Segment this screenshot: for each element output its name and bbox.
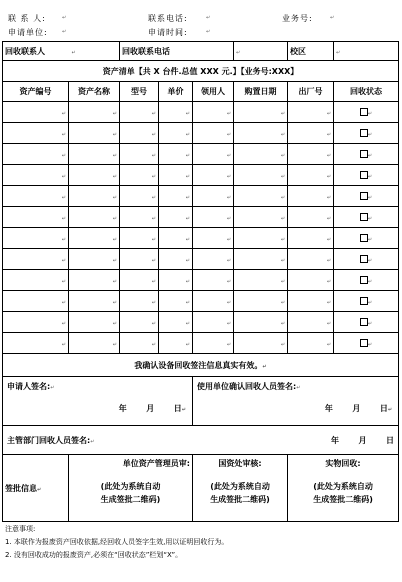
user-unit-signature-cell[interactable]: 使用单位确认回收人员签名:↵ 年 月 日↵: [193, 377, 399, 426]
month-label: 月: [146, 404, 155, 413]
col-header: 型号: [120, 82, 159, 102]
user-unit-signature-label: 使用单位确认回收人员签名:: [197, 382, 297, 391]
asset-row: [3, 249, 399, 270]
asset-cell[interactable]: ↵: [334, 291, 399, 312]
col-header: 领用人: [193, 82, 234, 102]
contact-person-label: 联 系 人:: [8, 14, 46, 23]
applicant-unit-label: 申请单位:: [8, 28, 48, 37]
asset-cell[interactable]: ↵: [234, 291, 288, 312]
business-no-label: 业务号:: [282, 14, 313, 23]
col-header: 出厂号: [288, 82, 334, 102]
recycle-status-checkbox[interactable]: [360, 276, 368, 284]
col-header: 单价: [159, 82, 193, 102]
asset-cell[interactable]: ↵: [69, 249, 120, 270]
asset-cell[interactable]: ↵: [234, 249, 288, 270]
asset-cell[interactable]: ↵: [234, 123, 288, 144]
approval-label-cell: 签批信息↵: [3, 455, 69, 522]
recycle-status-checkbox[interactable]: [360, 318, 368, 326]
asset-cell[interactable]: ↵: [234, 207, 288, 228]
asset-cell[interactable]: ↵: [120, 333, 159, 354]
recycle-status-checkbox[interactable]: [360, 339, 368, 347]
asset-cell[interactable]: ↵: [159, 333, 193, 354]
asset-cell[interactable]: ↵: [193, 312, 234, 333]
recycle-approval-title: 实物回收:: [325, 459, 361, 468]
col-header: 资产名称: [69, 82, 120, 102]
asset-cell[interactable]: ↵: [334, 270, 399, 291]
asset-list-title: 资产清单【共 X 台件.总值 XXX 元.】【业务号:XXX】: [3, 61, 399, 82]
asset-cell[interactable]: ↵: [288, 249, 334, 270]
asset-cell[interactable]: ↵: [288, 144, 334, 165]
asset-cell[interactable]: ↵: [193, 207, 234, 228]
asset-cell[interactable]: ↵: [234, 270, 288, 291]
notes-title: 注意事项:: [5, 525, 36, 533]
asset-cell[interactable]: ↵: [120, 312, 159, 333]
asset-cell[interactable]: ↵: [334, 312, 399, 333]
asset-cell[interactable]: ↵: [3, 312, 69, 333]
asset-cell[interactable]: ↵: [334, 102, 399, 123]
col-header: 购置日期: [234, 82, 288, 102]
asset-cell[interactable]: ↵: [3, 270, 69, 291]
asset-cell[interactable]: ↵: [69, 291, 120, 312]
asset-cell[interactable]: ↵: [159, 291, 193, 312]
qr-placeholder-line2: 生成签批二维码): [100, 495, 161, 504]
asset-cell[interactable]: ↵: [159, 207, 193, 228]
recycle-phone-label: 回收联系电话: [122, 46, 170, 56]
asset-cell[interactable]: ↵: [120, 249, 159, 270]
asset-cell[interactable]: ↵: [288, 312, 334, 333]
asset-cell[interactable]: ↵: [159, 102, 193, 123]
asset-cell[interactable]: ↵: [334, 123, 399, 144]
recycle-status-checkbox[interactable]: [360, 150, 368, 158]
office-approval-title: 国资处审核:: [218, 459, 262, 468]
asset-cell[interactable]: ↵: [334, 228, 399, 249]
asset-cell[interactable]: ↵: [334, 333, 399, 354]
recycle-phone-value[interactable]: ↵: [234, 42, 288, 61]
asset-cell[interactable]: ↵: [159, 165, 193, 186]
recycle-status-checkbox[interactable]: [360, 171, 368, 179]
asset-cell[interactable]: ↵: [159, 186, 193, 207]
dept-signature-cell[interactable]: 主管部门回收人员签名:↵ 年 月 日: [3, 426, 399, 455]
note-item: 2. 没有回收成功的报废资产,必须在“回收状态”栏划“X”。: [5, 551, 183, 559]
asset-cell[interactable]: ↵: [159, 144, 193, 165]
asset-cell[interactable]: ↵: [234, 228, 288, 249]
col-header: 资产编号: [3, 82, 69, 102]
asset-row: [3, 102, 399, 123]
asset-cell[interactable]: ↵: [69, 123, 120, 144]
applicant-signature-cell[interactable]: 申请人签名:↵ 年 月 日↵: [3, 377, 193, 426]
asset-cell[interactable]: ↵: [3, 165, 69, 186]
asset-cell[interactable]: ↵: [3, 249, 69, 270]
asset-cell[interactable]: ↵: [288, 228, 334, 249]
asset-cell[interactable]: ↵: [193, 186, 234, 207]
asset-cell[interactable]: ↵: [234, 333, 288, 354]
admin-approval-cell[interactable]: [69, 455, 193, 522]
qr-placeholder-line1: (此处为系统自动: [100, 482, 161, 491]
asset-cell[interactable]: ↵: [193, 291, 234, 312]
asset-row: [3, 144, 399, 165]
asset-cell[interactable]: ↵: [334, 186, 399, 207]
asset-row: [3, 123, 399, 144]
asset-cell[interactable]: ↵: [334, 144, 399, 165]
asset-row: [3, 270, 399, 291]
recycle-status-checkbox[interactable]: [360, 129, 368, 137]
asset-cell[interactable]: ↵: [3, 228, 69, 249]
asset-recycle-form: 回收联系人 ↵ 回收联系电话 ↵ 校区 ↵ 资产清单【共 X 台件.总值 XXX 元.】【业务号:XXX】 资产编号 资产名称 型号 单价 领用人 购置日期 出厂号 回收状态 ↵ ↵ ↵ ↵ ↵ ↵ ↵ ↵ ↵ ↵ ↵ ↵ ↵ ↵ ↵ ↵ ↵ ↵ ↵ ↵ ↵ ↵ ↵ ↵ ↵ ↵ ↵ ↵ ↵ ↵ ↵ ↵ ↵ ↵ ↵ ↵ ↵ ↵ ↵ ↵ ↵ ↵ ↵ ↵ ↵ ↵ ↵ ↵ ↵ ↵ ↵ ↵ ↵ ↵ ↵ ↵ ↵ ↵ ↵ ↵ ↵ ↵ ↵ ↵ ↵ ↵ ↵ ↵ ↵ ↵ ↵ ↵ ↵ ↵ ↵ ↵ ↵ ↵ ↵ ↵ ↵ ↵ ↵ ↵ ↵ ↵ ↵ ↵ ↵ ↵ ↵ ↵ ↵ ↵ ↵ ↵ 我确认设备回收签注信息真实有效。↵ 申请人签名:↵ 年 月 日↵ 使用单位确认回收人员签名:↵ 年 月 日↵ 主管部门回收人员签名:↵ 年 月 日 签批信息↵ 单位资产管理员审: (此处为系统自动 生成签批二维码) 国资处审核: (此处为系统自动 生成签批二维码) 实物回收: (此处为系统自动 生成签批二维码): [2, 41, 399, 522]
asset-cell[interactable]: ↵: [159, 123, 193, 144]
asset-cell[interactable]: ↵: [193, 249, 234, 270]
asset-row: [3, 312, 399, 333]
qr-placeholder-line1: (此处为系统自动: [210, 482, 270, 491]
asset-cell[interactable]: ↵: [120, 186, 159, 207]
asset-cell[interactable]: ↵: [120, 291, 159, 312]
asset-cell[interactable]: ↵: [3, 144, 69, 165]
applicant-signature-label: 申请人签名:: [7, 382, 51, 391]
asset-cell[interactable]: ↵: [234, 186, 288, 207]
asset-cell[interactable]: ↵: [288, 102, 334, 123]
qr-placeholder-line1: (此处为系统自动: [313, 482, 373, 491]
contact-phone-label: 联系电话:: [148, 14, 188, 23]
recycle-status-checkbox[interactable]: [360, 192, 368, 200]
year-label: 年: [118, 404, 127, 413]
dept-signature-label: 主管部门回收人员签名:: [7, 435, 91, 445]
office-approval-cell[interactable]: [193, 455, 288, 522]
month-label: 月: [352, 404, 361, 413]
asset-cell[interactable]: ↵: [193, 333, 234, 354]
admin-approval-title: 单位资产管理员审:: [122, 459, 190, 468]
month-label: 月: [358, 435, 367, 445]
campus-label: 校区: [290, 46, 307, 56]
asset-cell[interactable]: ↵: [69, 102, 120, 123]
asset-cell[interactable]: ↵: [334, 165, 399, 186]
recycle-status-checkbox[interactable]: [360, 213, 368, 221]
asset-row: [3, 228, 399, 249]
notes-section: [5, 523, 228, 562]
asset-cell[interactable]: ↵: [69, 186, 120, 207]
asset-cell[interactable]: ↵: [120, 207, 159, 228]
day-label: 日: [386, 435, 395, 445]
asset-cell[interactable]: ↵: [334, 249, 399, 270]
campus-value[interactable]: ↵: [334, 42, 399, 61]
asset-cell[interactable]: ↵: [334, 207, 399, 228]
col-header: 回收状态: [334, 82, 399, 102]
recycle-status-checkbox[interactable]: [360, 255, 368, 263]
asset-cell[interactable]: ↵: [193, 123, 234, 144]
asset-cell[interactable]: ↵: [288, 165, 334, 186]
asset-cell[interactable]: ↵: [193, 102, 234, 123]
day-label: 日: [379, 404, 388, 413]
asset-cell[interactable]: ↵: [69, 144, 120, 165]
asset-row: [3, 165, 399, 186]
year-label: 年: [331, 435, 340, 445]
asset-cell[interactable]: ↵: [193, 270, 234, 291]
apply-time-label: 申请时间:: [148, 28, 188, 37]
recycle-approval-cell[interactable]: [288, 455, 399, 522]
asset-cell[interactable]: ↵: [3, 123, 69, 144]
asset-cell[interactable]: ↵: [69, 207, 120, 228]
asset-cell[interactable]: ↵: [120, 165, 159, 186]
asset-row: [3, 207, 399, 228]
asset-cell[interactable]: ↵: [120, 102, 159, 123]
asset-cell[interactable]: ↵: [69, 228, 120, 249]
asset-cell[interactable]: ↵: [193, 144, 234, 165]
asset-table-header: [3, 82, 399, 102]
asset-cell[interactable]: ↵: [159, 270, 193, 291]
year-label: 年: [324, 404, 333, 413]
qr-placeholder-line2: 生成签批二维码): [210, 495, 270, 504]
recycle-status-checkbox[interactable]: [360, 108, 368, 116]
confirm-statement: 我确认设备回收签注信息真实有效。: [134, 360, 263, 370]
asset-cell[interactable]: ↵: [288, 333, 334, 354]
asset-cell[interactable]: ↵: [120, 228, 159, 249]
asset-rows: [3, 102, 399, 354]
approval-label: 签批信息: [5, 483, 37, 493]
asset-cell[interactable]: ↵: [193, 165, 234, 186]
asset-cell[interactable]: ↵: [120, 123, 159, 144]
asset-cell[interactable]: ↵: [120, 270, 159, 291]
recycle-status-checkbox[interactable]: [360, 297, 368, 305]
recycle-status-checkbox[interactable]: [360, 234, 368, 242]
asset-cell[interactable]: ↵: [159, 312, 193, 333]
asset-cell[interactable]: ↵: [159, 249, 193, 270]
recycle-contact-label: 回收联系人: [5, 46, 45, 56]
asset-cell[interactable]: ↵: [288, 207, 334, 228]
asset-row: [3, 291, 399, 312]
asset-cell[interactable]: ↵: [288, 123, 334, 144]
asset-cell[interactable]: ↵: [288, 291, 334, 312]
asset-cell[interactable]: ↵: [193, 228, 234, 249]
asset-cell[interactable]: ↵: [3, 102, 69, 123]
asset-cell[interactable]: ↵: [288, 270, 334, 291]
asset-cell[interactable]: ↵: [69, 312, 120, 333]
day-label: 日: [173, 404, 182, 413]
qr-placeholder-line2: 生成签批二维码): [313, 495, 373, 504]
asset-cell[interactable]: ↵: [288, 186, 334, 207]
asset-cell[interactable]: ↵: [69, 165, 120, 186]
asset-cell[interactable]: ↵: [234, 312, 288, 333]
note-item: 1. 本联作为报废资产回收依据,经回收人员签字生效,用以证明回收行为。: [5, 538, 229, 546]
asset-cell[interactable]: ↵: [3, 333, 69, 354]
asset-cell[interactable]: ↵: [3, 207, 69, 228]
asset-row: [3, 186, 399, 207]
asset-cell[interactable]: ↵: [3, 186, 69, 207]
asset-row: [3, 333, 399, 354]
asset-cell[interactable]: ↵: [234, 102, 288, 123]
asset-cell[interactable]: ↵: [159, 228, 193, 249]
asset-cell[interactable]: ↵: [69, 333, 120, 354]
asset-cell[interactable]: ↵: [69, 270, 120, 291]
asset-cell[interactable]: ↵: [3, 291, 69, 312]
asset-cell[interactable]: ↵: [234, 165, 288, 186]
asset-cell[interactable]: ↵: [120, 144, 159, 165]
asset-cell[interactable]: ↵: [234, 144, 288, 165]
